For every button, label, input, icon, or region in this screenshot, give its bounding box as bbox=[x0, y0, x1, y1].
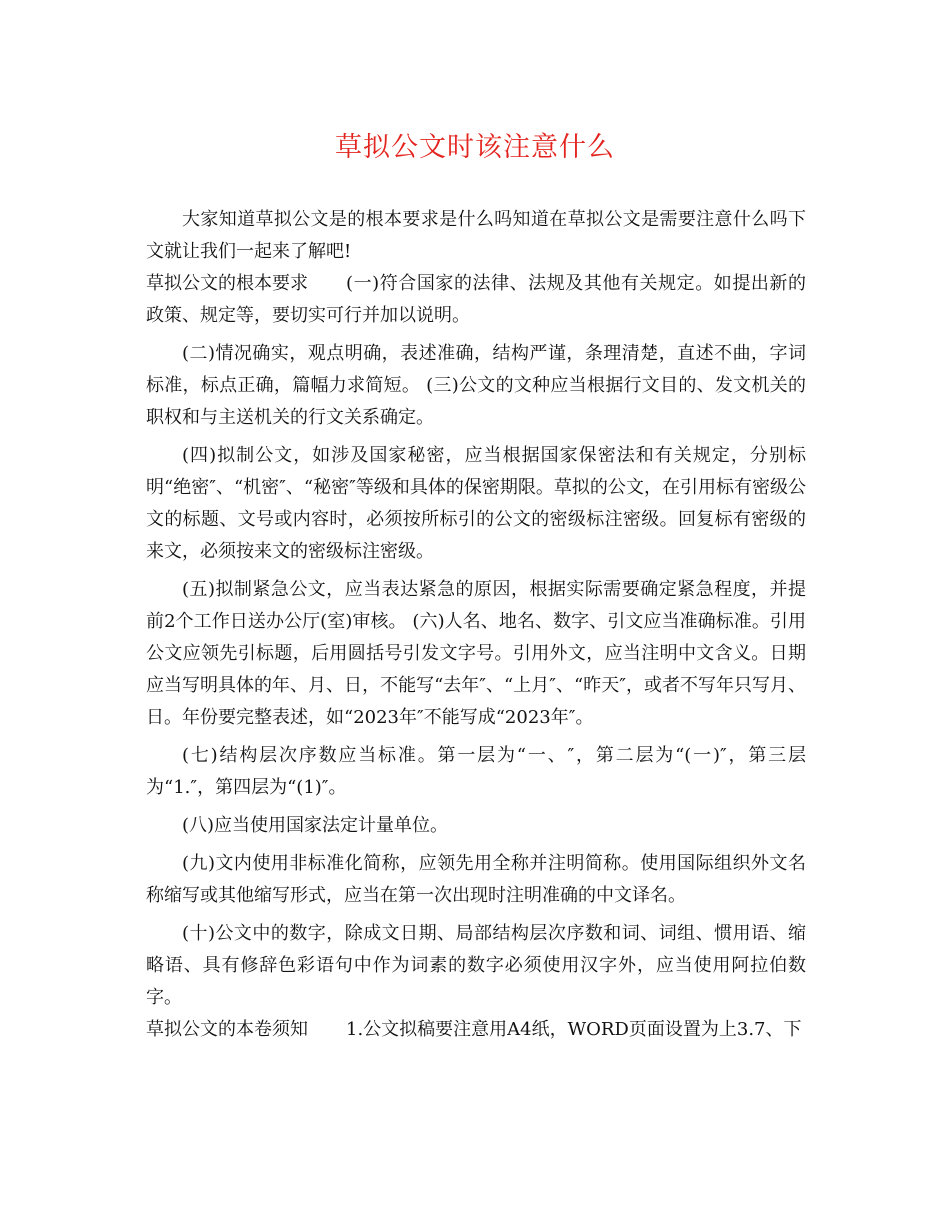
paragraph-6: (八)应当使用国家法定计量单位。 bbox=[182, 815, 449, 836]
paragraph-4: (五)拟制紧急公文，应当表达紧急的原因，根据实际需要确定紧急程度，并提前2个工作日送办公厅(室)审核。 (六)人名、地名、数字、引文应当准确标准。引用公文应领先引标题，后用圆括号引发文字号。引用外文，应当注明中文含义。日期应当写明具体的年、月、日，不能写“去年″、“上月″、“昨天″，或者不写年只写月、日。年份要完整表述，如“2023年″不能写成“2023年″。 bbox=[146, 579, 806, 728]
document-title: 草拟公文时该注意什么 bbox=[335, 132, 615, 163]
paragraph-2: (二)情况确实，观点明确，表述准确，结构严谨，条理清楚，直述不曲，字词标准，标点正确，篇幅力求简短。 (三)公文的文种应当根据行文目的、发文机关的职权和与主送机关的行文关系确定。 bbox=[146, 343, 806, 428]
section-heading-notes: 草拟公文的本卷须知 bbox=[146, 1019, 308, 1040]
paragraph-3: (四)拟制公文，如涉及国家秘密，应当根据国家保密法和有关规定，分别标明“绝密″、“机密″、“秘密″等级和具体的保密期限。草拟的公文，在引用标有密级公文的标题、文号或内容时，必须按所标引的公文的密级标注密级。回复标有密级的来文，必须按来文的密级标注密级。 bbox=[146, 445, 806, 562]
section-notes bbox=[146, 1014, 806, 1046]
paragraph-7: (九)文内使用非标准化简称，应领先用全称并注明简称。使用国际组织外文名称缩写或其他缩写形式，应当在第一次出现时注明准确的中文译名。 bbox=[146, 853, 806, 906]
paragraph-8: (十)公文中的数字，除成文日期、局部结构层次序数和词、词组、惯用语、缩略语、具有修辞色彩语句中作为词素的数字必须使用汉字外，应当使用阿拉伯数字。 bbox=[146, 923, 806, 1008]
paragraph-5: (七)结构层次序数应当标准。第一层为“一、″，第二层为“(一)″，第三层为“1.″，第四层为“(1)″。 bbox=[146, 745, 806, 798]
paragraph-1: (一)符合国家的法律、法规及其他有关规定。如提出新的政策、规定等，要切实可行并加以说明。 bbox=[146, 273, 806, 326]
paragraph-9: 1.公文拟稿要注意用A4纸，WORD页面设置为上3.7、下 bbox=[346, 1019, 802, 1040]
document-body bbox=[146, 204, 806, 1046]
intro-paragraph: 大家知道草拟公文是的根本要求是什么吗知道在草拟公文是需要注意什么吗下文就让我们一起来了解吧! bbox=[146, 209, 806, 262]
section-heading-requirements: 草拟公文的根本要求 bbox=[146, 273, 308, 294]
section-requirements bbox=[146, 268, 806, 332]
